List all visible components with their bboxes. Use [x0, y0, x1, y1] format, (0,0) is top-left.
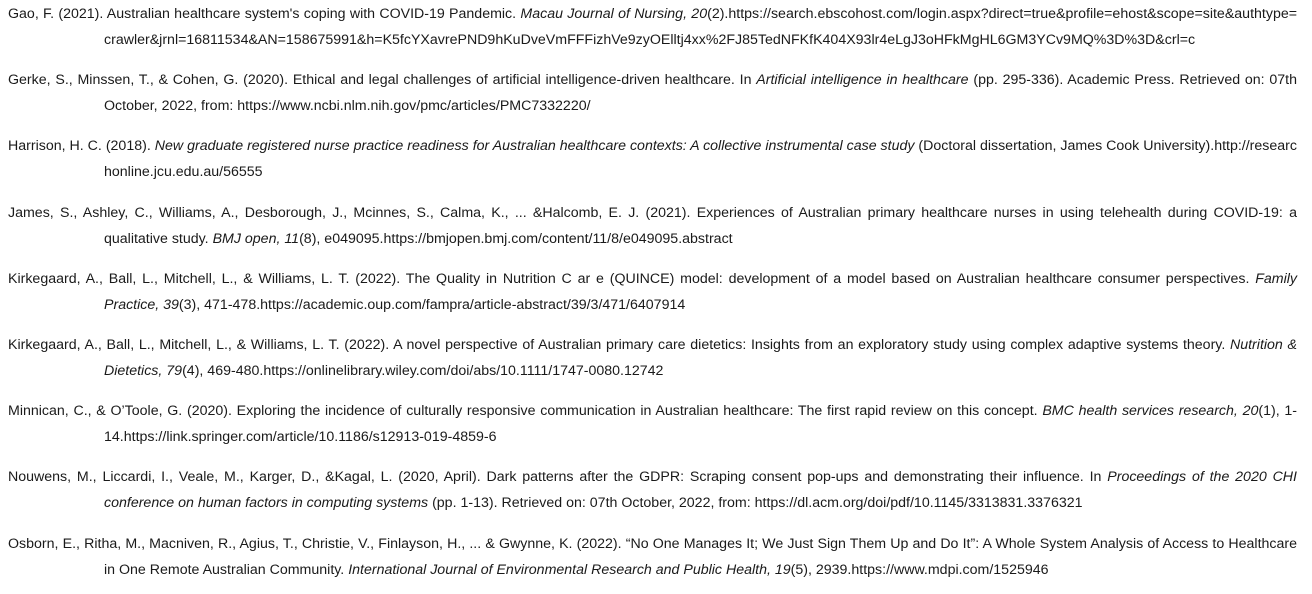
reference-entry — [8, 332, 1297, 384]
reference-authors-title: Nouwens, M., Liccardi, I., Veale, M., Karger, D., &Kagal, L. (2020, April). Dark patterns after the GDPR: Scraping consent pop-ups and demonstrating their influence. In — [8, 469, 1108, 486]
reference-url: http://researchonline.jcu.edu.au/56555 — [104, 138, 1297, 181]
reference-entry — [8, 67, 1297, 119]
reference-source: Proceedings of the 2020 CHI conference on human factors in computing systems — [104, 469, 1297, 512]
reference-source: Macau Journal of Nursing, 20 — [520, 6, 708, 22]
reference-source: BMJ open, 11 — [212, 230, 300, 247]
reference-authors-title: Osborn, E., Ritha, M., Macniven, R., Agius, T., Christie, V., Finlayson, H., ... & Gwynne, K. (2022). “No One Manages It; We Just Sign Them Up and Do It”: A Whole System Analysis of Access to Healthcare in One Remote Australian Community. — [8, 535, 1297, 578]
reference-url: https://academic.oup.com/fampra/article-abstract/39/3/471/6407914 — [260, 296, 686, 313]
reference-url: https://dl.acm.org/doi/pdf/10.1145/3313831.3376321 — [754, 495, 1083, 512]
reference-details: (2). — [707, 6, 729, 22]
reference-url: https://onlinelibrary.wiley.com/doi/abs/10.1111/1747-0080.12742 — [263, 362, 664, 379]
reference-source: New graduate registered nurse practice readiness for Australian healthcare contexts: A collective instrumental case study — [154, 138, 915, 155]
reference-authors-title: Minnican, C., & O’Toole, G. (2020). Exploring the incidence of culturally responsive communication in Australian healthcare: The first rapid review on this concept. — [8, 403, 1043, 420]
reference-authors-title: Kirkegaard, A., Ball, L., Mitchell, L., & Williams, L. T. (2022). The Quality in Nutrition C ar e (QUINCE) model: development of a model based on Australian healthcare consumer perspectives. — [8, 270, 1256, 287]
reference-url: https://www.mdpi.com/1525946 — [851, 561, 1049, 578]
reference-details: (1), 1-14. — [104, 403, 1297, 446]
reference-authors-title: Gerke, S., Minssen, T., & Cohen, G. (2020). Ethical and legal challenges of artificial intelligence-driven healthcare. In — [8, 72, 757, 89]
reference-url: https://link.springer.com/article/10.1186/s12913-019-4859-6 — [123, 429, 497, 446]
reference-details: (8), e049095. — [299, 230, 384, 247]
reference-details: (pp. 295-336). Academic Press. Retrieved on: 07th October, 2022, from: — [104, 72, 1297, 115]
reference-list — [8, 0, 1297, 594]
reference-url: https://www.ncbi.nlm.nih.gov/pmc/articles/PMC7332220/ — [237, 98, 591, 115]
reference-details: (3), 471-478. — [178, 296, 261, 313]
reference-authors-title: Kirkegaard, A., Ball, L., Mitchell, L., & Williams, L. T. (2022). A novel perspective of Australian primary care dietetics: Insights from an exploratory study using complex adaptive systems theory. — [8, 336, 1230, 353]
reference-source: Artificial intelligence in healthcare — [756, 72, 969, 89]
reference-entry — [8, 398, 1297, 450]
reference-source: Family Practice, 39 — [104, 270, 1297, 313]
reference-authors-title: Harrison, H. C. (2018). — [8, 138, 155, 155]
reference-authors-title: Gao, F. (2021). Australian healthcare system's coping with COVID-19 Pandemic. — [8, 6, 521, 22]
reference-entry — [8, 531, 1297, 583]
reference-source: BMC health services research, 20 — [1042, 403, 1259, 420]
reference-source: Nutrition & Dietetics, 79 — [104, 336, 1297, 379]
reference-details: (5), 2939. — [790, 561, 852, 578]
reference-entry — [8, 1, 1297, 53]
reference-url: https://search.ebscohost.com/login.aspx?direct=true&profile=ehost&scope=site&authtype=crawler&jrnl=16811534&AN=158675991&h=K5fcYXavrePND9hKuDveVmFFFizhVe9zyOElltj4xx%2FJ85TedNFKfK404X93lr4eLgJ3oHFkMgHL6GM3YCv9MQ%3D%3D&crl=c — [104, 6, 1298, 48]
reference-entry — [8, 133, 1297, 185]
reference-details: (pp. 1-13). Retrieved on: 07th October, 2022, from: — [428, 495, 755, 512]
reference-details: (Doctoral dissertation, James Cook University). — [914, 138, 1215, 155]
reference-entry — [8, 464, 1297, 516]
reference-url: https://bmjopen.bmj.com/content/11/8/e049095.abstract — [383, 230, 733, 247]
reference-authors-title: James, S., Ashley, C., Williams, A., Desborough, J., Mcinnes, S., Calma, K., ... &Halcomb, E. J. (2021). Experiences of Australian primary healthcare nurses in using telehealth during COVID-19: a qualitative study. — [8, 204, 1297, 247]
reference-source: International Journal of Environmental Research and Public Health, 19 — [348, 561, 791, 578]
reference-details: (4), 469-480. — [182, 362, 264, 379]
reference-entry — [8, 266, 1297, 318]
reference-entry — [8, 200, 1297, 252]
